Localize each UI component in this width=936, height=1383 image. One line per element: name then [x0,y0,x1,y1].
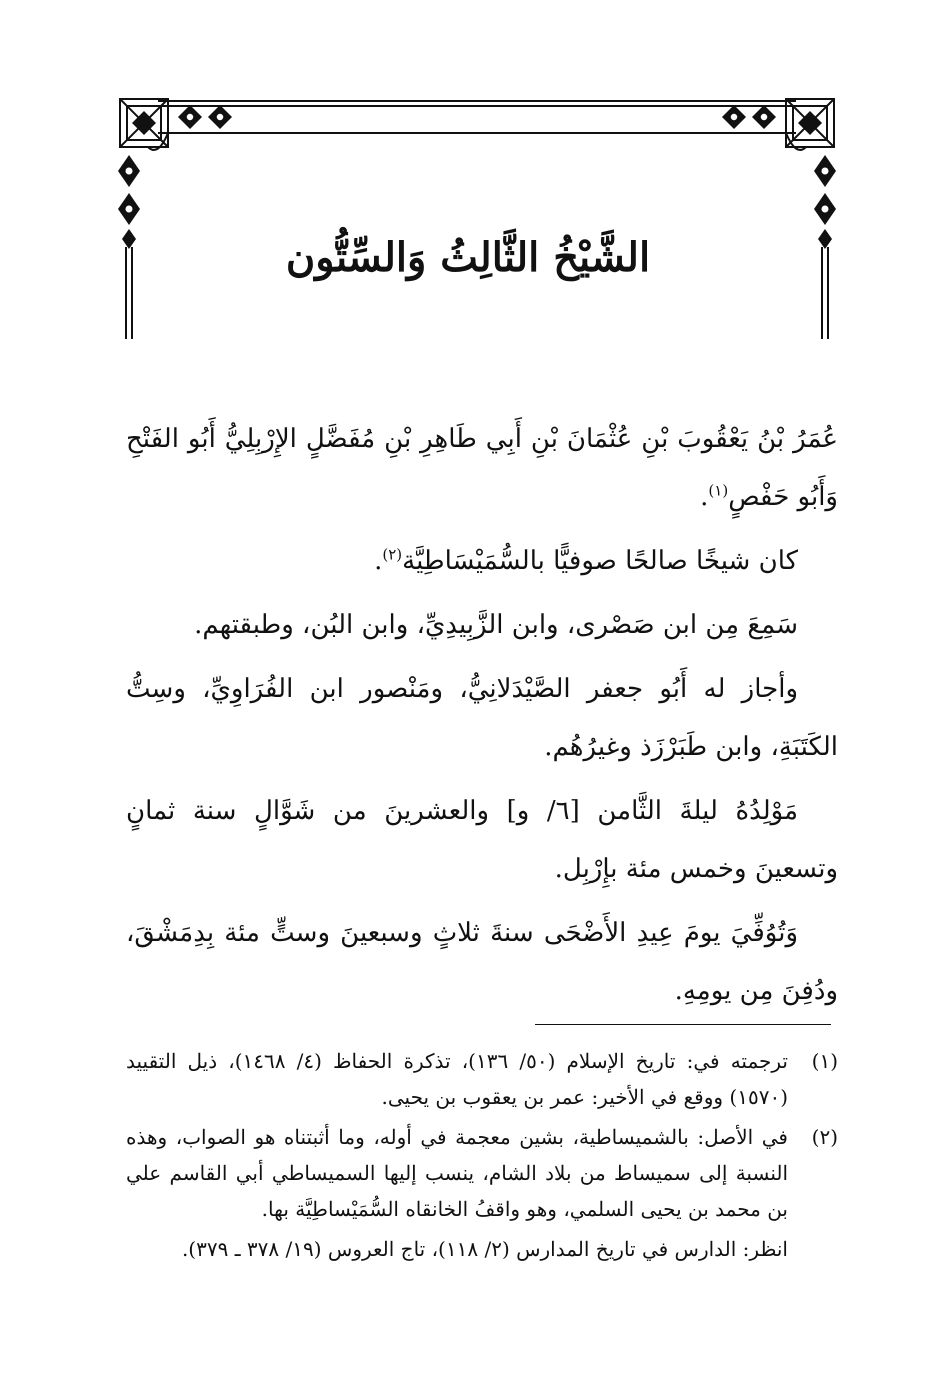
footnote-ref-2: (٢) [382,545,403,564]
paragraph-ijaza: وأجاز له أَبُو جعفر الصَّيْدَلانِيُّ، ومَنْصور ابن الفُرَاوِيِّ، وسِتُّ الكَتَبَةِ، وابن طَبَرْزَذ وغيرُهُم. [126,674,838,762]
chapter-title: الشَّيْخُ الثَّالِثُ وَالسِّتُّون [285,234,651,281]
paragraph-death: وَتُوُفِّيَ يومَ عِيدِ الأَضْحَى سنةَ ثلاثٍ وسبعينَ وستٍّ مئة بِدِمَشْقَ، ودُفِنَ مِن يومِهِ. [126,918,838,1006]
footnote-number: (١) [811,1049,838,1073]
paragraph-text: عُمَرُ بْنُ يَعْقُوبَ بْنِ عُثْمَانَ بْنِ أَبِي طَاهِرِ بْنِ مُفَضَّلٍ الإِرْبِلِيُّ أَبُو الفَتْحِ وَأَبُو حَفْصٍ [126,424,838,512]
paragraph-birth: مَوْلِدُهُ ليلةَ الثَّامن [٦/ و] والعشرينَ من شَوَّالٍ سنة ثمانٍ وتسعينَ وخمس مئة بإِرْبِل. [126,796,838,884]
footnote-text: ترجمته في: تاريخ الإسلام (٥٠/ ١٣٦)، تذكرة الحفاظ (٤/ ١٤٦٨)، ذيل التقييد (١٥٧٠) ووقع في الأخير: عمر بن يعقوب بن يحيى. [126,1049,788,1109]
footnote-1 [126,1043,838,1115]
main-text [126,410,838,1020]
paragraph-end: . [700,482,709,512]
paragraph-text: كان شيخًا صالحًا صوفيًّا بالسُّمَيْسَاطِيَّة [402,546,798,576]
paragraph-description [126,532,838,590]
footnote-ref-1: (١) [708,481,729,500]
footnote-2-reference: انظر: الدارس في تاريخ المدارس (٢/ ١١٨)، تاج العروس (١٩/ ٣٧٨ ـ ٣٧٩). [181,1237,788,1261]
footnotes [126,1043,838,1267]
footnote-separator [535,1024,831,1025]
footnote-number: (٢) [811,1125,838,1149]
frame-ornament-icon [118,97,836,343]
ornamental-frame [118,97,836,343]
paragraph-name-lineage [126,410,838,526]
footnote-2 [126,1119,838,1227]
paragraph-end: . [374,546,383,576]
paragraph-teachers: سَمِعَ مِن ابن صَصْرى، وابن الزَّبِيدِيِّ، وابن البُن، وطبقتهم. [194,610,798,640]
footnote-text: في الأصل: بالشميساطية، بشين معجمة في أوله، وما أثبتناه هو الصواب، وهذه النسبة إلى سميساط من بلاد الشام، ينسب إليها السميساطي أبي القاسم علي بن محمد بن يحيى السلمي، وهو واقفُ الخانقاه السُّمَيْساطِيَّة بها. [126,1125,788,1221]
